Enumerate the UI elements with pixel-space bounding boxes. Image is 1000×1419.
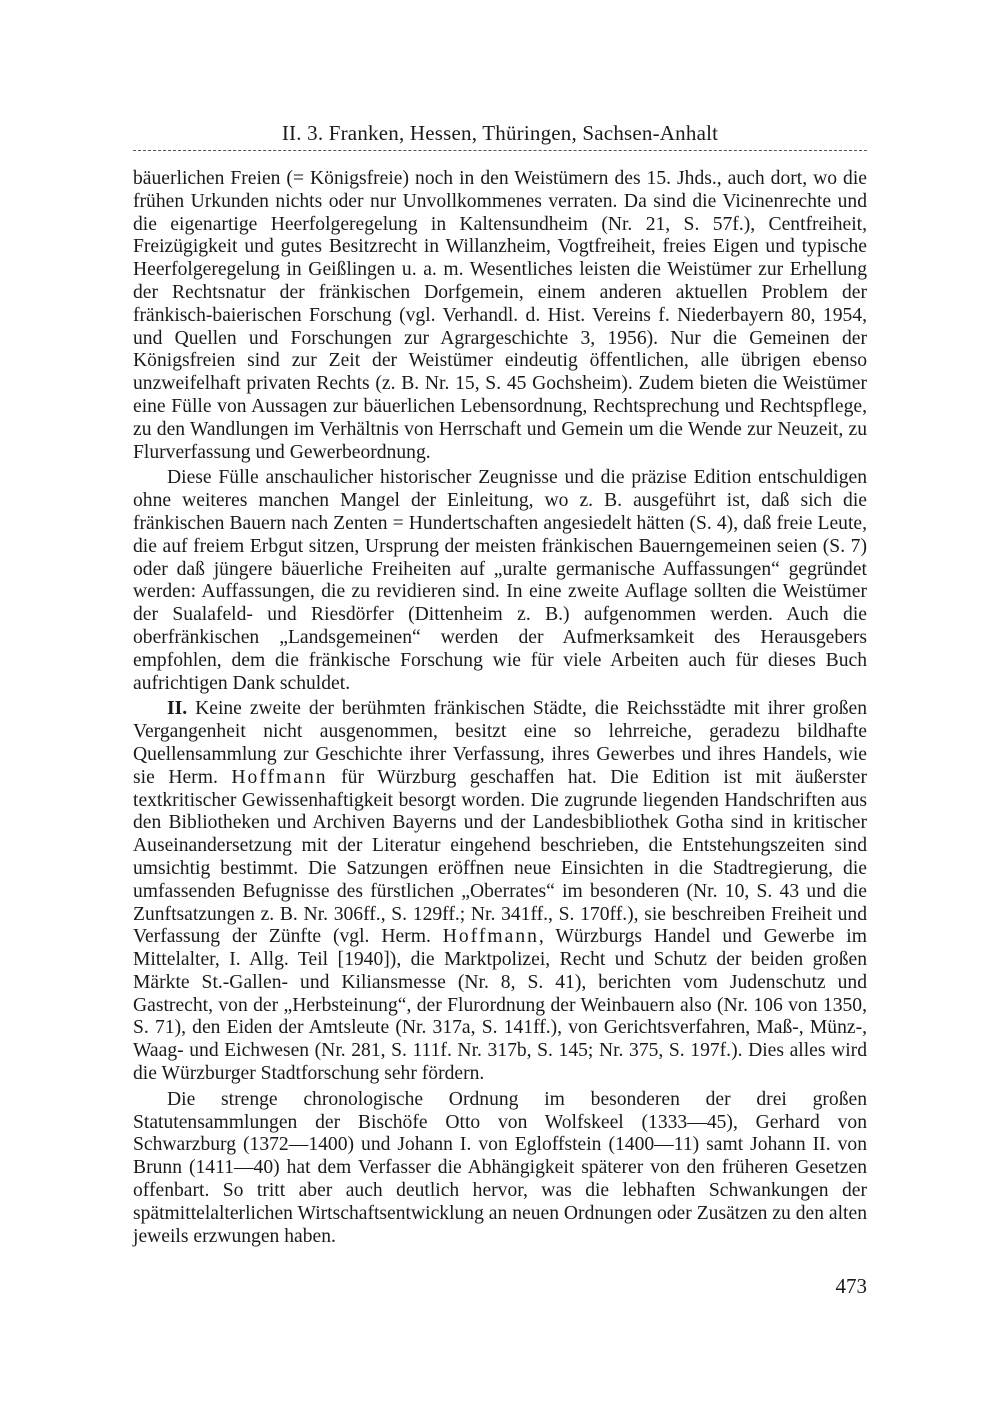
body-text <box>133 168 867 1251</box>
paragraph-3-part-1: Keine zweite der berühmten fränkischen Städte, die Reichsstädte mit ihrer großen Vergangenheit nicht ausgenommen, besitzt eine so lehrreiche, geradezu bildhafte Quellensammlung zur Geschichte ihrer Verfassung, ihres Gewerbes und ihres Handels, wie sie Herm. <box>133 698 867 788</box>
author-name: Hoffmann <box>231 766 328 788</box>
document-page <box>133 0 867 1419</box>
running-head: II. 3. Franken, Hessen, Thüringen, Sachsen-Anhalt <box>281 121 719 145</box>
section-numeral: II. <box>167 698 188 720</box>
paragraph-1: bäuerlichen Freien (= Königsfreie) noch in den Weistümern des 15. Jhds., auch dort, wo die frühen Urkunden nichts oder nur Unvollkommenes verraten. Da sind die Vicinenrechte und die eigenartige Heerfolgeregelung in Kaltensundheim (Nr. 21, S. 57f.), Centfreiheit, Freizügigkeit und gutes Besitzrecht in Willanzheim, Vogtfreiheit, freies Eigen und typische Heerfolgeregelung in Geißlingen u. a. m. Wesentliches leisten die Weistümer zur Erhellung der Rechtsnatur der fränkischen Dorfgemein, einem anderen aktuellen Problem der fränkisch-baierischen Forschung (vgl. Verhandl. d. Hist. Vereins f. Niederbayern 80, 1954, und Quellen und Forschungen zur Agrargeschichte 3, 1956). Nur die Gemeinen der Königsfreien sind zur Zeit der Weistümer eindeutig öffentlichen, alle übrigen ebenso unzweifelhaft privaten Rechts (z. B. Nr. 15, S. 45 Gochsheim). Zudem bieten die Weistümer eine Fülle von Aussagen zur bäuerlichen Lebensordnung, Rechtsprechung und Rechtspflege, zu den Wandlungen im Verhältnis von Herrschaft und Gemein um die Wende zur Neuzeit, zu Flurverfassung und Gewerbeordnung. <box>133 168 867 463</box>
header-rule <box>133 150 867 151</box>
page-number: 473 <box>835 1274 867 1298</box>
paragraph-3-part-2: für Würzburg geschaffen hat. Die Edition ist mit äußerster textkritischer Gewissenhaftigkeit besorgt worden. Die zugrunde liegenden Handschriften aus den Bibliotheken und Archiven Bayerns und der Landesbibliothek Gotha sind in kritischer Auseinandersetzung mit der Literatur eingehend beschrieben, die Entstehungszeiten sind umsichtig bestimmt. Die Satzungen eröffnen neue Einsichten in die Stadtregierung, die umfassenden Befugnisse des fürstlichen „Oberrates“ im besonderen (Nr. 10, S. 43 und die Zunftsatzungen z. B. Nr. 306ff., S. 129ff.; Nr. 341ff., S. 170ff.), sie beschreiben Freiheit und Verfassung der Zünfte (vgl. Herm. <box>133 766 867 948</box>
paragraph-4: Die strenge chronologische Ordnung im besonderen der drei großen Statutensammlungen der Bischöfe Otto von Wolfskeel (1333—45), Gerhard von Schwarzburg (1372—1400) und Johann I. von Egloffstein (1400—11) samt Johann II. von Brunn (1411—40) hat dem Verfasser die Abhängigkeit späterer von den früheren Gesetzen offenbart. So tritt aber auch deutlich hervor, was die lebhaften Schwankungen der spätmittelalterlichen Wirtschaftsentwicklung an neuen Ordnungen oder Zusätzen zu den alten jeweils erzwungen haben. <box>133 1088 867 1247</box>
paragraph-3-part-3: , Würzburgs Handel und Gewerbe im Mittelalter, I. Allg. Teil [1940]), die Marktpolizei, Recht und Schutz der beiden großen Märkte St.-Gallen- und Kiliansmesse (Nr. 8, S. 41), berichten vom Judenschutz und Gastrecht, von der „Herbsteinung“, der Flurordnung der Weinbauern also (Nr. 106 von 1350, S. 71), den Eiden der Amtsleute (Nr. 317a, S. 141ff.), von Gerichtsverfahren, Maß-, Münz-, Waag- und Eichwesen (Nr. 281, S. 111f. Nr. 317b, S. 145; Nr. 375, S. 197f.). Dies alles wird die Würzburger Stadtforschung sehr fördern. <box>133 926 867 1085</box>
author-name: Hoffmann <box>442 926 539 948</box>
paragraph-3 <box>133 698 867 1086</box>
paragraph-2: Diese Fülle anschaulicher historischer Zeugnisse und die präzise Edition entschuldigen ohne weiteres manchen Mangel der Einleitung, wo z. B. ausgeführt ist, daß sich die fränkischen Bauern nach Zenten = Hundertschaften angesiedelt hätten (S. 4), daß freie Leute, die auf freiem Erbgut sitzen, Ursprung der meisten fränkischen Bauerngemeinen seien (S. 7) oder daß jüngere bäuerliche Freiheiten auf „uralte germanische Auffassungen“ gegründet werden: Auffassungen, die zu revidieren sind. In eine zweite Auflage sollten die Weistümer der Sualafeld- und Riesdörfer (Dittenheim z. B.) aufgenommen werden. Auch die oberfränkischen „Landsgemeinen“ werden der Aufmerksamkeit des Herausgebers empfohlen, dem die fränkische Forschung wie für viele Arbeiten auch für dieses Buch aufrichtigen Dank schuldet. <box>133 467 867 694</box>
